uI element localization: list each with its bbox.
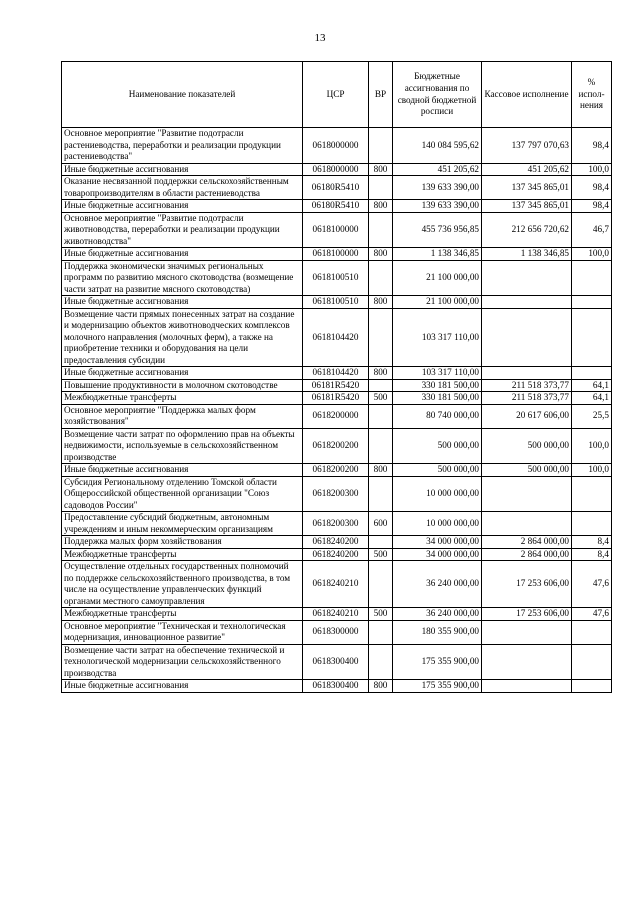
- row-csr-cell: 06181R5420: [303, 379, 369, 392]
- table-row: [62, 176, 612, 200]
- budget-execution-table: [61, 61, 612, 693]
- row-budget-cell: 34 000 000,00: [393, 536, 482, 549]
- row-pct-cell: [572, 680, 612, 693]
- table-row: [62, 367, 612, 380]
- row-csr-cell: 0618100000: [303, 212, 369, 248]
- row-name-cell: Возмещение части затрат по оформлению прав на объекты недвижимости, используемые в сельскохозяйственном производстве: [62, 428, 303, 464]
- row-vr-cell: 800: [369, 248, 393, 261]
- row-budget-cell: 455 736 956,85: [393, 212, 482, 248]
- row-pct-cell: 8,4: [572, 548, 612, 561]
- row-name-cell: Повышение продуктивности в молочном скотоводстве: [62, 379, 303, 392]
- row-csr-cell: 0618200000: [303, 404, 369, 428]
- row-vr-cell: [369, 476, 393, 512]
- row-csr-cell: 0618200200: [303, 464, 369, 477]
- header-budget: Бюджетные ассигнования по сводной бюджетной росписи: [393, 62, 482, 128]
- table-row: [62, 464, 612, 477]
- row-pct-cell: 46,7: [572, 212, 612, 248]
- row-budget-cell: 34 000 000,00: [393, 548, 482, 561]
- row-budget-cell: 103 317 110,00: [393, 308, 482, 367]
- row-name-cell: Иные бюджетные ассигнования: [62, 163, 303, 176]
- row-pct-cell: [572, 308, 612, 367]
- row-cash-cell: [482, 260, 572, 296]
- row-vr-cell: [369, 620, 393, 644]
- row-vr-cell: 800: [369, 163, 393, 176]
- table-row: [62, 248, 612, 261]
- row-cash-cell: [482, 512, 572, 536]
- row-name-cell: Поддержка малых форм хозяйствования: [62, 536, 303, 549]
- row-budget-cell: 103 317 110,00: [393, 367, 482, 380]
- row-csr-cell: 0618100000: [303, 248, 369, 261]
- row-budget-cell: 1 138 346,85: [393, 248, 482, 261]
- row-csr-cell: 0618000000: [303, 163, 369, 176]
- row-budget-cell: 500 000,00: [393, 428, 482, 464]
- row-name-cell: Межбюджетные трансферты: [62, 608, 303, 621]
- row-name-cell: Иные бюджетные ассигнования: [62, 367, 303, 380]
- row-cash-cell: [482, 680, 572, 693]
- row-csr-cell: 0618200200: [303, 428, 369, 464]
- row-name-cell: Иные бюджетные ассигнования: [62, 248, 303, 261]
- table-row: [62, 644, 612, 680]
- row-cash-cell: 451 205,62: [482, 163, 572, 176]
- row-csr-cell: 06180R5410: [303, 200, 369, 213]
- header-csr: ЦСР: [303, 62, 369, 128]
- row-csr-cell: 0618300400: [303, 644, 369, 680]
- row-name-cell: Основное мероприятие "Техническая и технологическая модернизация, инновационное развитие": [62, 620, 303, 644]
- row-vr-cell: [369, 379, 393, 392]
- row-cash-cell: [482, 644, 572, 680]
- row-budget-cell: 21 100 000,00: [393, 260, 482, 296]
- row-vr-cell: 800: [369, 680, 393, 693]
- row-csr-cell: 0618300400: [303, 680, 369, 693]
- page-number: 13: [314, 32, 326, 44]
- row-vr-cell: [369, 404, 393, 428]
- row-pct-cell: [572, 476, 612, 512]
- row-name-cell: Иные бюджетные ассигнования: [62, 680, 303, 693]
- row-vr-cell: 500: [369, 548, 393, 561]
- table-body: [62, 128, 612, 693]
- row-budget-cell: 80 740 000,00: [393, 404, 482, 428]
- table-row: [62, 548, 612, 561]
- row-pct-cell: 98,4: [572, 176, 612, 200]
- row-vr-cell: 600: [369, 512, 393, 536]
- row-cash-cell: 137 797 070,63: [482, 128, 572, 164]
- row-cash-cell: 137 345 865,01: [482, 176, 572, 200]
- row-name-cell: Иные бюджетные ассигнования: [62, 464, 303, 477]
- row-vr-cell: [369, 128, 393, 164]
- table-row: [62, 608, 612, 621]
- row-vr-cell: 500: [369, 608, 393, 621]
- table-row: [62, 620, 612, 644]
- row-pct-cell: 98,4: [572, 128, 612, 164]
- row-name-cell: Межбюджетные трансферты: [62, 392, 303, 405]
- table-row: [62, 379, 612, 392]
- row-cash-cell: 17 253 606,00: [482, 608, 572, 621]
- row-cash-cell: 211 518 373,77: [482, 379, 572, 392]
- row-cash-cell: [482, 620, 572, 644]
- table-row: [62, 212, 612, 248]
- row-name-cell: Основное мероприятие "Развитие подотрасли животноводства, переработки и реализации продукции животноводства": [62, 212, 303, 248]
- row-name-cell: Возмещение части прямых понесенных затрат на создание и модернизацию объектов животноводческих комплексов молочного направления (молочных ферм), а также на приобретение техники и оборудования на цели предоставления субсидии: [62, 308, 303, 367]
- row-cash-cell: [482, 367, 572, 380]
- row-budget-cell: 139 633 390,00: [393, 176, 482, 200]
- row-cash-cell: [482, 476, 572, 512]
- row-csr-cell: 0618240200: [303, 536, 369, 549]
- row-pct-cell: [572, 367, 612, 380]
- row-name-cell: Иные бюджетные ассигнования: [62, 296, 303, 309]
- row-budget-cell: 36 240 000,00: [393, 561, 482, 608]
- row-budget-cell: 330 181 500,00: [393, 379, 482, 392]
- row-cash-cell: 17 253 606,00: [482, 561, 572, 608]
- row-cash-cell: 2 864 000,00: [482, 536, 572, 549]
- row-vr-cell: [369, 536, 393, 549]
- row-csr-cell: 0618100510: [303, 296, 369, 309]
- row-cash-cell: [482, 308, 572, 367]
- row-vr-cell: [369, 308, 393, 367]
- row-vr-cell: [369, 561, 393, 608]
- row-vr-cell: 500: [369, 392, 393, 405]
- row-pct-cell: 64,1: [572, 379, 612, 392]
- header-pct: % испол-нения: [572, 62, 612, 128]
- table-row: [62, 128, 612, 164]
- row-vr-cell: 800: [369, 200, 393, 213]
- row-vr-cell: [369, 212, 393, 248]
- row-csr-cell: 0618200300: [303, 476, 369, 512]
- table-row: [62, 404, 612, 428]
- row-csr-cell: 0618100510: [303, 260, 369, 296]
- row-budget-cell: 175 355 900,00: [393, 680, 482, 693]
- row-cash-cell: 137 345 865,01: [482, 200, 572, 213]
- row-budget-cell: 36 240 000,00: [393, 608, 482, 621]
- row-csr-cell: 0618200300: [303, 512, 369, 536]
- table-row: [62, 512, 612, 536]
- table-header-row: [62, 62, 612, 128]
- row-csr-cell: 06180R5410: [303, 176, 369, 200]
- row-pct-cell: 47,6: [572, 608, 612, 621]
- row-pct-cell: 98,4: [572, 200, 612, 213]
- row-pct-cell: [572, 260, 612, 296]
- row-cash-cell: 20 617 606,00: [482, 404, 572, 428]
- row-csr-cell: 06181R5420: [303, 392, 369, 405]
- row-cash-cell: 211 518 373,77: [482, 392, 572, 405]
- row-budget-cell: 140 084 595,62: [393, 128, 482, 164]
- row-pct-cell: 64,1: [572, 392, 612, 405]
- row-vr-cell: [369, 428, 393, 464]
- row-name-cell: Осуществление отдельных государственных полномочий по поддержке сельскохозяйственного производства, в том числе на осуществление управленческих функций органами местного самоуправления: [62, 561, 303, 608]
- row-pct-cell: 8,4: [572, 536, 612, 549]
- table-row: [62, 476, 612, 512]
- table-row: [62, 260, 612, 296]
- row-vr-cell: 800: [369, 464, 393, 477]
- row-pct-cell: [572, 296, 612, 309]
- row-budget-cell: 21 100 000,00: [393, 296, 482, 309]
- row-name-cell: Оказание несвязанной поддержки сельскохозяйственным товаропроизводителям в области растениеводства: [62, 176, 303, 200]
- row-pct-cell: [572, 512, 612, 536]
- row-pct-cell: [572, 644, 612, 680]
- row-csr-cell: 0618240200: [303, 548, 369, 561]
- row-vr-cell: [369, 644, 393, 680]
- row-csr-cell: 0618104420: [303, 308, 369, 367]
- row-cash-cell: [482, 296, 572, 309]
- row-budget-cell: 330 181 500,00: [393, 392, 482, 405]
- row-vr-cell: [369, 260, 393, 296]
- row-budget-cell: 500 000,00: [393, 464, 482, 477]
- row-pct-cell: 100,0: [572, 248, 612, 261]
- table-row: [62, 392, 612, 405]
- row-name-cell: Возмещение части затрат на обеспечение технической и технологической модернизации сельскохозяйственного производства: [62, 644, 303, 680]
- header-name: Наименование показателей: [62, 62, 303, 128]
- table-row: [62, 536, 612, 549]
- row-budget-cell: 180 355 900,00: [393, 620, 482, 644]
- table-row: [62, 561, 612, 608]
- row-pct-cell: 47,6: [572, 561, 612, 608]
- row-pct-cell: 100,0: [572, 163, 612, 176]
- row-pct-cell: [572, 620, 612, 644]
- row-csr-cell: 0618000000: [303, 128, 369, 164]
- row-budget-cell: 139 633 390,00: [393, 200, 482, 213]
- row-csr-cell: 0618104420: [303, 367, 369, 380]
- row-cash-cell: 500 000,00: [482, 464, 572, 477]
- row-cash-cell: 500 000,00: [482, 428, 572, 464]
- table-row: [62, 680, 612, 693]
- header-cash: Кассовое исполнение: [482, 62, 572, 128]
- row-name-cell: Предоставление субсидий бюджетным, автономным учреждениям и иным некоммерческим организациям: [62, 512, 303, 536]
- row-name-cell: Субсидия Региональному отделению Томской области Общероссийской общественной организации "Союз садоводов России": [62, 476, 303, 512]
- row-name-cell: Иные бюджетные ассигнования: [62, 200, 303, 213]
- row-budget-cell: 451 205,62: [393, 163, 482, 176]
- row-csr-cell: 0618240210: [303, 561, 369, 608]
- row-pct-cell: 25,5: [572, 404, 612, 428]
- row-vr-cell: 800: [369, 367, 393, 380]
- row-pct-cell: 100,0: [572, 428, 612, 464]
- row-budget-cell: 10 000 000,00: [393, 476, 482, 512]
- table-row: [62, 200, 612, 213]
- table-row: [62, 163, 612, 176]
- row-name-cell: Поддержка экономически значимых региональных программ по развитию мясного скотоводства (возмещение части затрат на развитие мясного скотоводства): [62, 260, 303, 296]
- row-csr-cell: 0618240210: [303, 608, 369, 621]
- row-name-cell: Основное мероприятие "Развитие подотрасли растениеводства, переработки и реализации продукции растениеводства": [62, 128, 303, 164]
- row-csr-cell: 0618300000: [303, 620, 369, 644]
- header-vr: ВР: [369, 62, 393, 128]
- row-cash-cell: 1 138 346,85: [482, 248, 572, 261]
- row-name-cell: Основное мероприятие "Поддержка малых форм хозяйствования": [62, 404, 303, 428]
- row-vr-cell: [369, 176, 393, 200]
- row-cash-cell: 2 864 000,00: [482, 548, 572, 561]
- table-row: [62, 296, 612, 309]
- row-budget-cell: 10 000 000,00: [393, 512, 482, 536]
- table-row: [62, 428, 612, 464]
- row-vr-cell: 800: [369, 296, 393, 309]
- table-row: [62, 308, 612, 367]
- row-pct-cell: 100,0: [572, 464, 612, 477]
- row-name-cell: Межбюджетные трансферты: [62, 548, 303, 561]
- row-cash-cell: 212 656 720,62: [482, 212, 572, 248]
- row-budget-cell: 175 355 900,00: [393, 644, 482, 680]
